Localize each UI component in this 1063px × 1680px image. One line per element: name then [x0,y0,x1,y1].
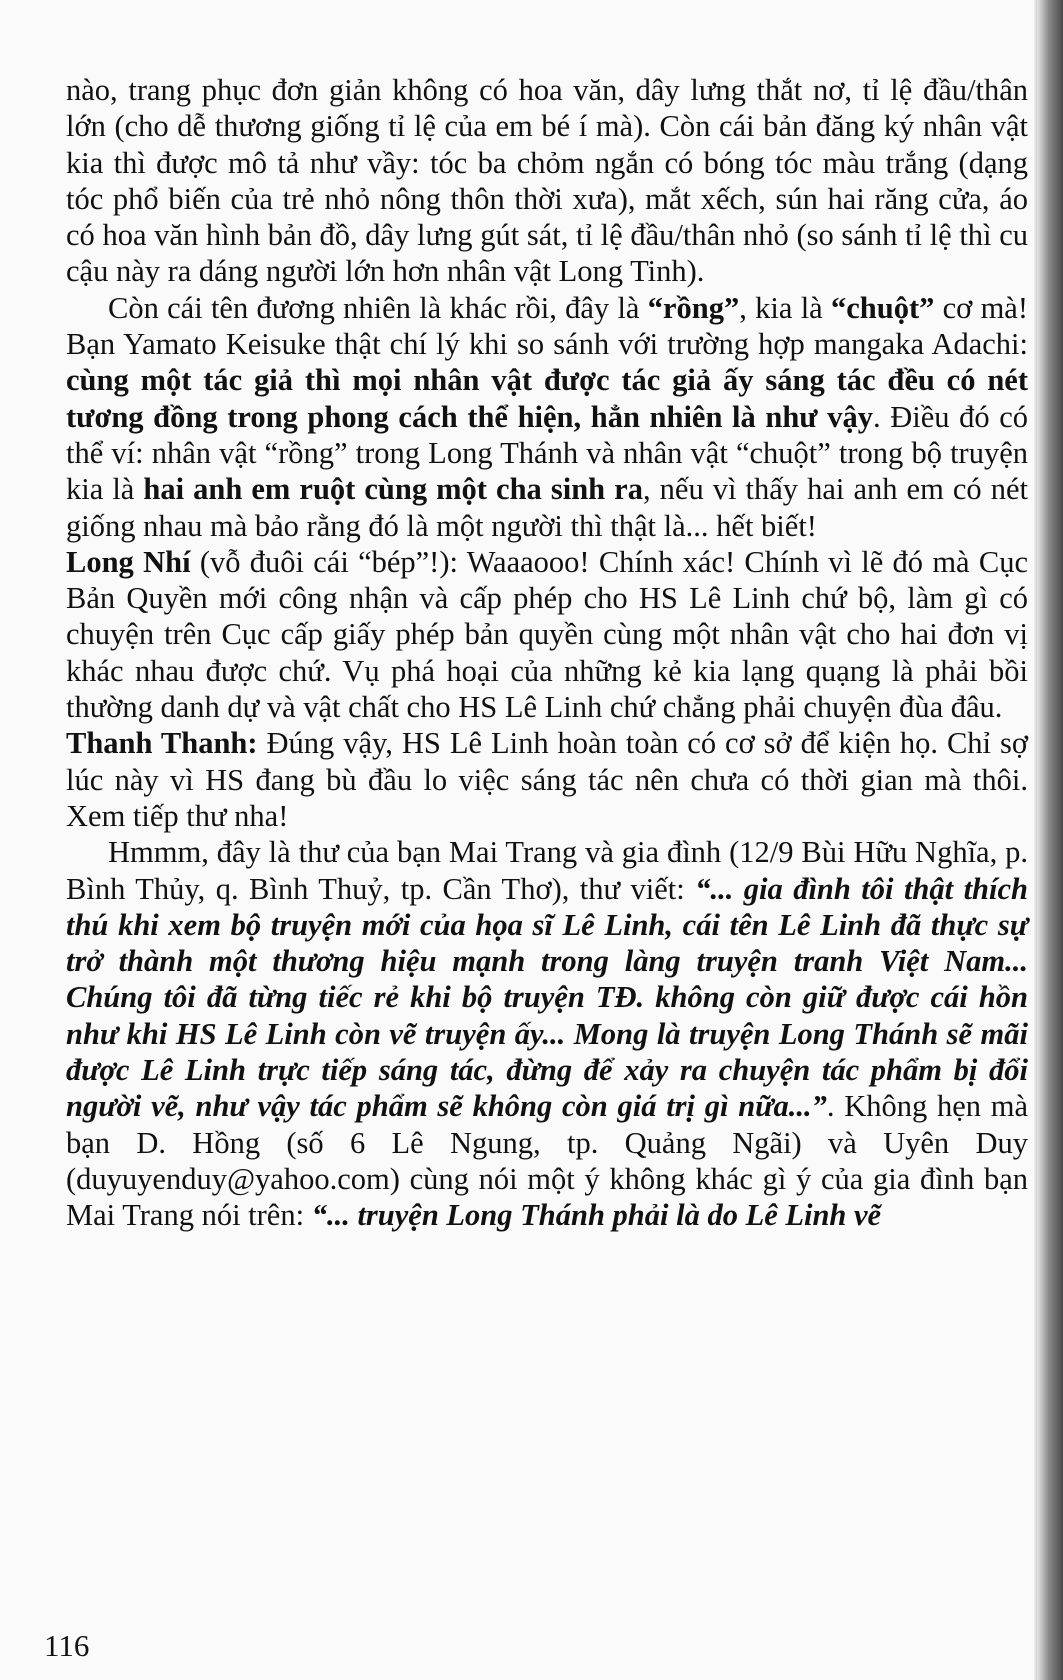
text-run: Đúng vậy, HS Lê Linh hoàn toàn có cơ sở để kiện họ. Chỉ sợ lúc này vì HS đang bù đầu lo việc sáng tác nên chưa có thời gian mà thôi. Xem tiếp thư nha! [66,726,1028,833]
text-run: Còn cái tên đương nhiên là khác rồi, đây là [108,290,648,325]
text-run: , kia là [739,290,831,325]
quoted-letter: “... gia đình tôi thật thích thú khi xem bộ truyện mới của họa sĩ Lê Linh, cái tên Lê Linh đã thực sự trở thành một thương hiệu mạnh trong làng truyện tranh Việt Nam... Chúng tôi đã từng tiếc rẻ khi bộ truyện TĐ. không còn giữ được cái hồn như khi HS Lê Linh còn vẽ truyện ấy... Mong là truyện Long Thánh sẽ mãi được Lê Linh trực tiếp sáng tác, đừng để xảy ra chuyện tác phẩm bị đổi người vẽ, như vậy tác phẩm sẽ không còn giá trị gì nữa...” [66,871,1028,1124]
quoted-letter: “... truyện Long Thánh phải là do Lê Linh vẽ [311,1198,882,1233]
book-spine [1037,0,1063,1680]
text-run-bold: “rồng” [647,290,740,325]
text-run: . Không hẹn mà bạn D. Hồng (số 6 Lê Ngung, tp. Quảng Ngãi) và Uyên Duy (duyuyenduy@yahoo.com) cùng nói một ý không khác gì ý của gia đình bạn Mai Trang nói trên: [66,1089,1028,1233]
paragraph-4 [66,725,1028,834]
text-run: (vỗ đuôi cái “bép”!): Waaaooo! Chính xác! Chính vì lẽ đó mà Cục Bản Quyền mới công nhận và cấp phép cho HS Lê Linh chứ bộ, làm gì có chuyện trên Cục cấp giấy phép bản quyền cùng một nhân vật cho hai đơn vị khác nhau được chứ. Vụ phá hoại của những kẻ kia lạng quạng là phải bồi thường danh dự và vật chất cho HS Lê Linh chứ chẳng phải chuyện đùa đâu. [66,544,1028,725]
page-number: 116 [44,1628,90,1663]
text-run-bold: cùng một tác giả thì mọi nhân vật được tác giả ấy sáng tác đều có nét tương đồng trong phong cách thể hiện, hẳn nhiên là như vậy [66,363,1028,434]
text-run: , nếu vì thấy hai anh em có nét giống nhau mà bảo rằng đó là một người thì thật là... hết biết! [66,472,1028,543]
text-run-bold: hai anh em ruột cùng một cha sinh ra [143,472,643,507]
body-text [66,72,1028,1234]
speaker-name: Long Nhí [66,544,191,579]
text-run: cơ mà! Bạn Yamato Keisuke thật chí lý khi so sánh với trường hợp mangaka Adachi: [66,290,1028,362]
speaker-name: Thanh Thanh: [66,726,258,761]
text-run: nào, trang phục đơn giản không có hoa văn, dây lưng thắt nơ, tỉ lệ đầu/thân lớn (cho dễ thương giống tỉ lệ của em bé í mà). Còn cái bản đăng ký nhân vật kia thì được mô tả như vầy: tóc ba chỏm ngắn có bóng tóc màu trắng (dạng tóc phổ biến của trẻ nhỏ nông thôn thời xưa), mắt xếch, sún hai răng cửa, áo có hoa văn hình bản đồ, dây lưng gút sát, tỉ lệ đầu/thân nhỏ (so sánh tỉ lệ thì cu cậu này ra dáng người lớn hơn nhân vật Long Tinh). [66,73,1028,289]
paragraph-2 [66,290,1028,544]
paragraph-5 [66,834,1028,1233]
text-run: . Điều đó có thể ví: nhân vật “rồng” trong Long Thánh và nhân vật “chuột” trong bộ truyện kia là [66,399,1028,507]
paragraph-1 [66,72,1028,290]
paragraph-3 [66,544,1028,725]
text-run-bold: “chuột” [830,290,935,325]
text-run: Hmmm, đây là thư của bạn Mai Trang và gia đình (12/9 Bùi Hữu Nghĩa, p. Bình Thủy, q. Bình Thuỷ, tp. Cần Thơ), thư viết: [66,835,1028,906]
